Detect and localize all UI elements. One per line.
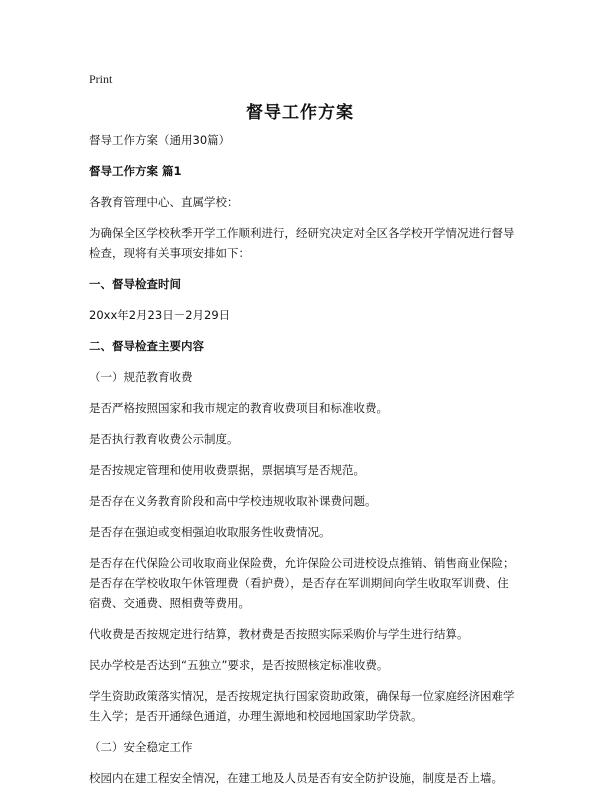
- page-title: 督导工作方案: [246, 103, 354, 123]
- list-item: 校园内在建工程安全情况，在建工地及人员是否有安全防护设施，制度是否上墙。: [89, 771, 503, 785]
- print-label: Print: [89, 72, 113, 86]
- subheading-fees: （一）规范教育收费: [89, 370, 193, 384]
- heading-inspection-time: 一、督导检查时间: [89, 277, 181, 291]
- document-body: [89, 130, 519, 788]
- list-item: 代收费是否按规定进行结算，教材费是否按照实际采购价与学生进行结算。: [89, 627, 469, 641]
- list-item: 是否存在代保险公司收取商业保险费，允许保险公司进校设点推销、销售商业保险；是否存在学校收取午休管理费（看护费），是否存在军训期间向学生收取军训费、住宿费、交通费、照相费等费用。: [89, 556, 515, 610]
- list-item: 民办学校是否达到“五独立”要求，是否按照核定标准收费。: [89, 658, 389, 672]
- subtitle-line: 督导工作方案（通用30篇）: [89, 133, 231, 147]
- inspection-date: 20xx年2月23日－2月29日: [89, 308, 231, 322]
- list-item: 学生资助政策落实情况，是否按规定执行国家资助政策，确保每一位家庭经济困难学生入学；是否开通绿色通道，办理生源地和校园地国家助学贷款。: [89, 689, 515, 723]
- salutation: 各教育管理中心、直属学校：: [89, 195, 239, 209]
- intro-paragraph: 为确保全区学校秋季开学工作顺利进行，经研究决定对全区各学校开学情况进行督导检查，现将有关事项安排如下：: [89, 226, 515, 260]
- list-item: 是否严格按照国家和我市规定的教育收费项目和标准收费。: [89, 401, 388, 415]
- list-item: 是否按规定管理和使用收费票据，票据填写是否规范。: [89, 463, 365, 477]
- list-item: 是否存在义务教育阶段和高中学校违规收取补课费问题。: [89, 494, 377, 508]
- section-heading-part1: 督导工作方案 篇1: [89, 164, 182, 178]
- heading-inspection-content: 二、督导检查主要内容: [89, 339, 204, 353]
- list-item: 是否存在强迫或变相强迫收取服务性收费情况。: [89, 525, 331, 539]
- subheading-safety: （二）安全稳定工作: [89, 740, 193, 754]
- list-item: 是否执行教育收费公示制度。: [89, 432, 239, 446]
